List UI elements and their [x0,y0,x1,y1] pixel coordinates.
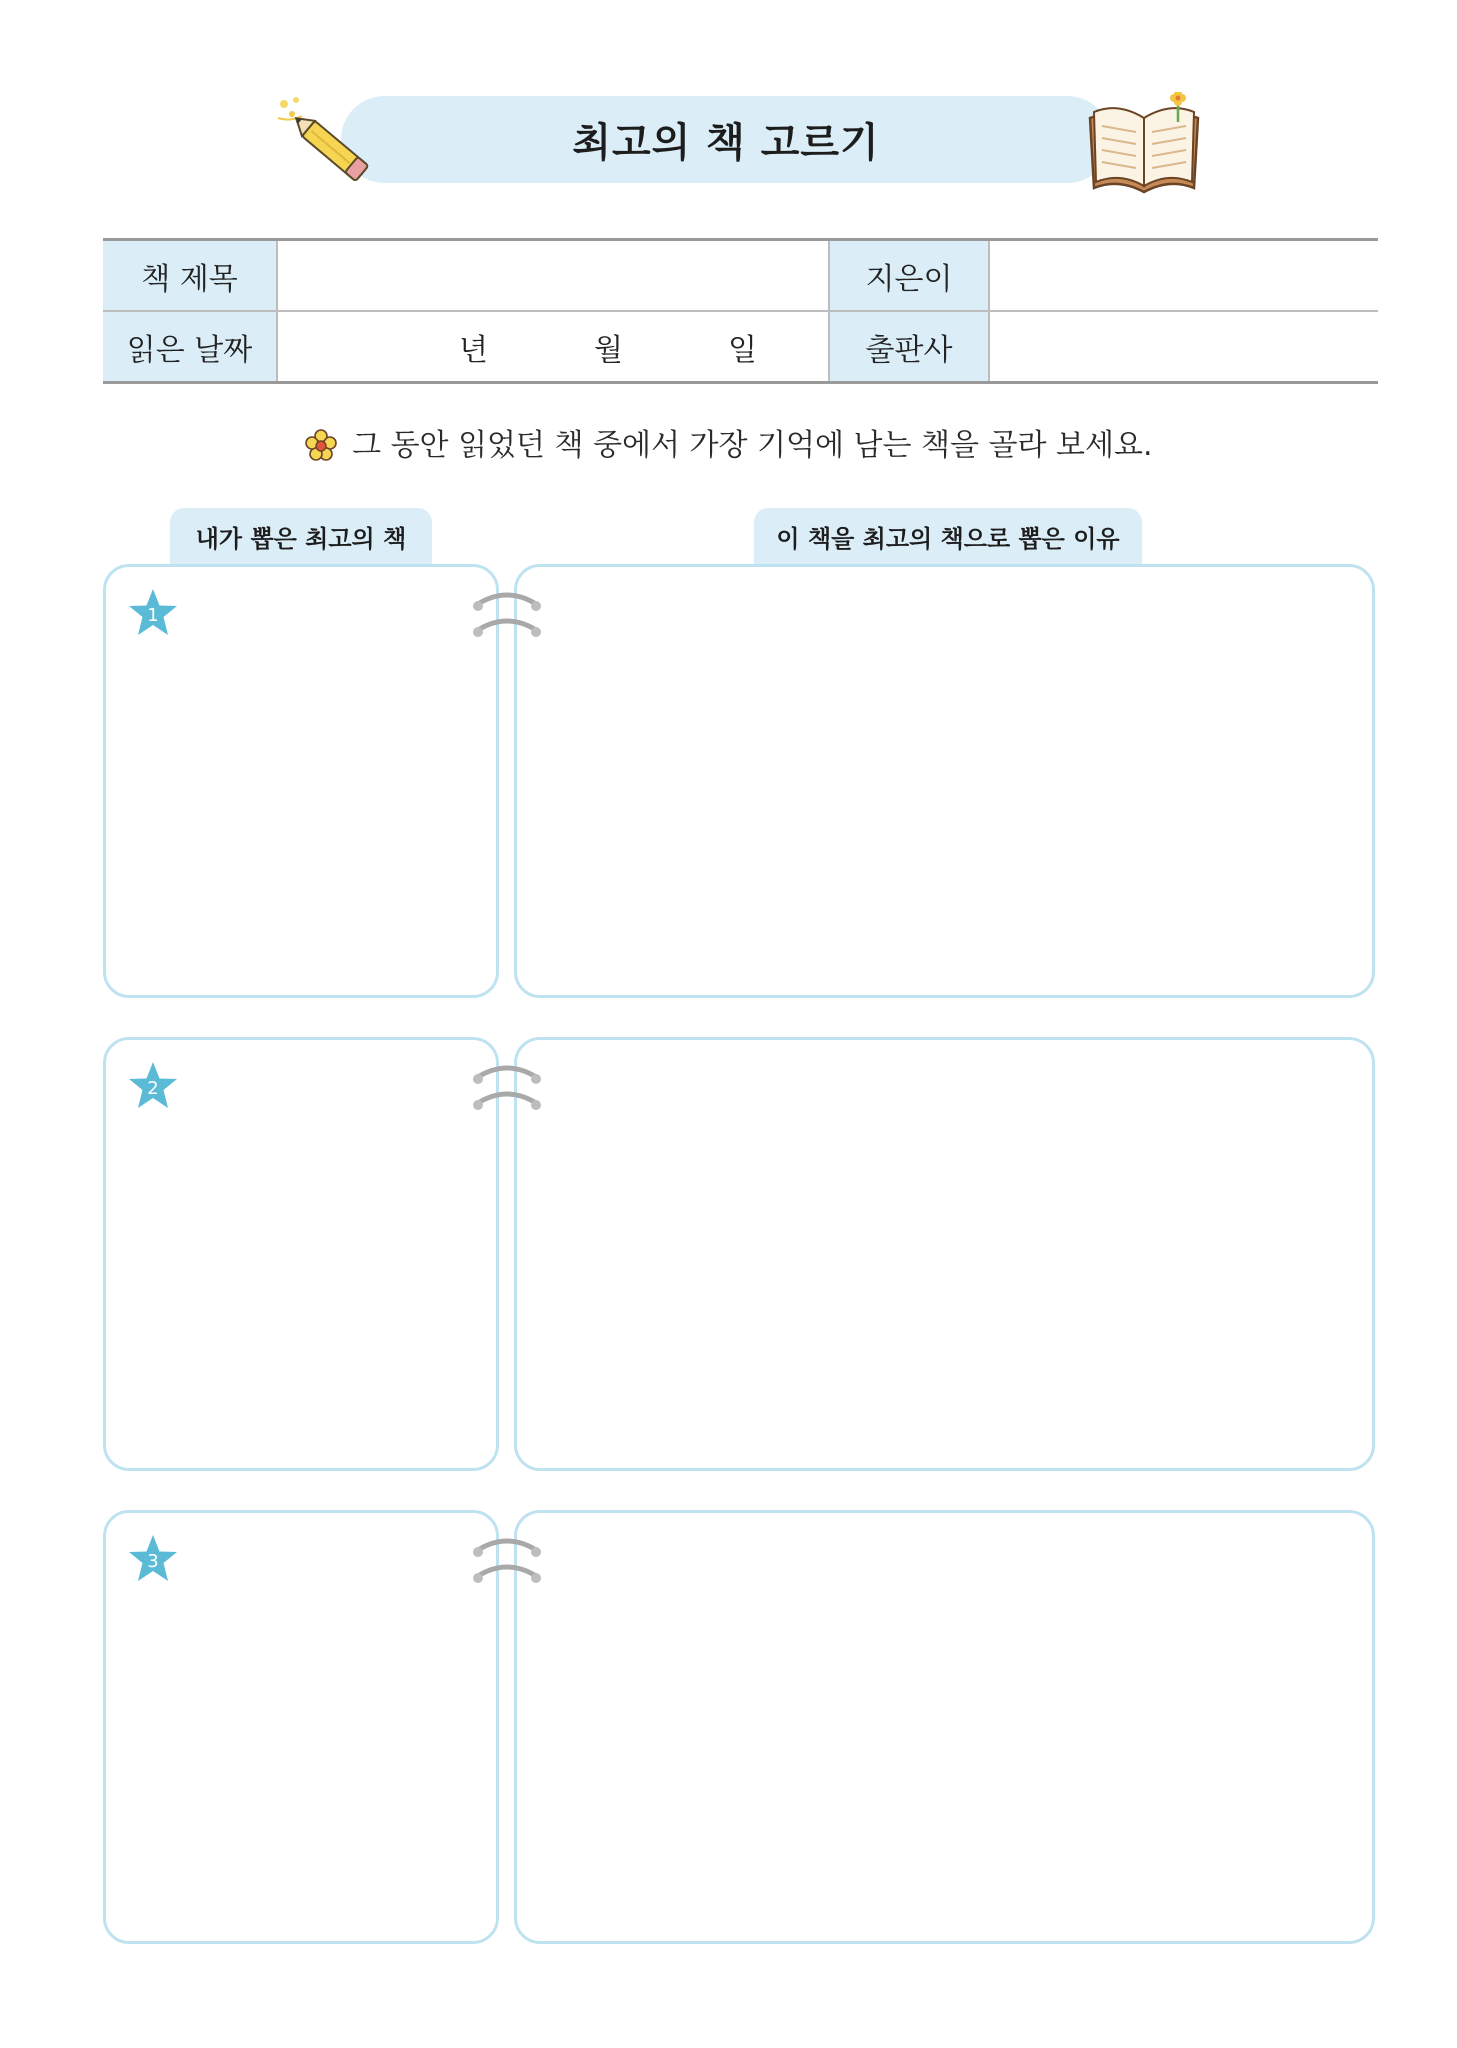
author-label: 지은이 [829,240,989,312]
right-column-header: 이 책을 최고의 책으로 뽑은 이유 [754,508,1142,564]
star-number-badge [126,1533,180,1585]
open-book-icon [1082,92,1207,200]
row-number: 2 [147,1078,159,1099]
author-field[interactable] [989,240,1378,312]
month-unit: 월 [594,332,623,368]
book-info-table [103,238,1378,384]
book-title-label: 책 제목 [103,240,277,312]
best-book-box[interactable] [103,1037,499,1471]
read-date-label: 읽은 날짜 [103,311,277,383]
publisher-label: 출판사 [829,311,989,383]
read-date-field[interactable] [277,311,829,383]
instruction-text: 그 동안 읽었던 책 중에서 가장 기억에 남는 책을 골라 보세요. [352,428,1153,463]
day-unit: 일 [728,332,757,368]
row-number: 3 [147,1551,159,1572]
star-number-badge [126,587,180,639]
reason-box[interactable] [514,1037,1375,1471]
star-number-badge [126,1060,180,1112]
page-title: 최고의 책 고르기 [572,120,880,166]
best-book-box[interactable] [103,564,499,998]
binder-rings-icon [472,1059,542,1117]
reason-box[interactable] [514,564,1375,998]
left-column-header: 내가 뽑은 최고의 책 [170,508,432,564]
book-title-field[interactable] [277,240,829,312]
publisher-field[interactable] [989,311,1378,383]
binder-rings-icon [472,586,542,644]
reason-box[interactable] [514,1510,1375,1944]
flower-icon [305,429,337,461]
pencil-icon [272,92,390,192]
year-unit: 년 [459,332,488,368]
row-number: 1 [147,605,159,626]
binder-rings-icon [472,1532,542,1590]
best-book-box[interactable] [103,1510,499,1944]
instruction-line [0,420,1457,464]
